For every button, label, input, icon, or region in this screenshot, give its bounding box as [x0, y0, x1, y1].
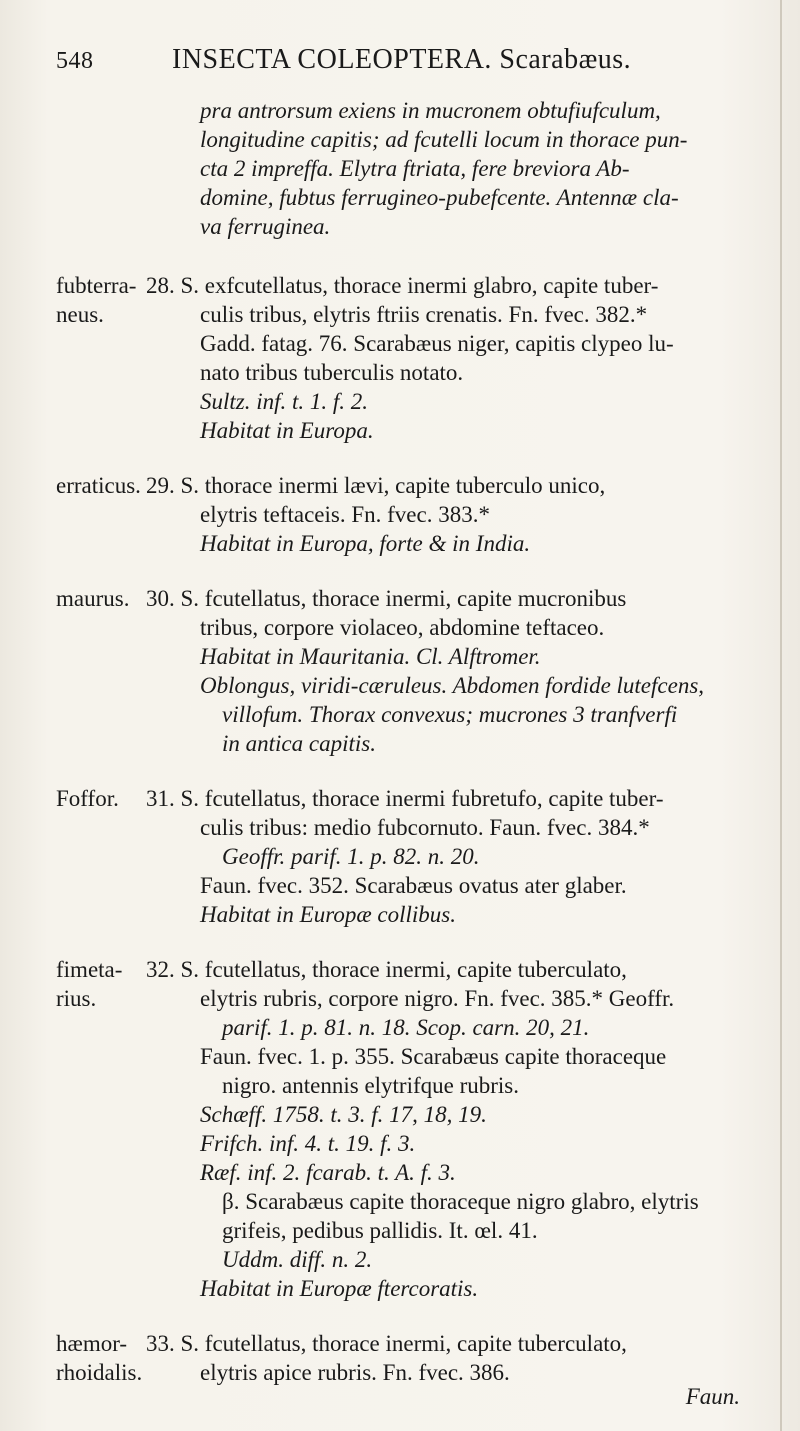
text-line: tribus, corpore violaceo, abdomine teftaceo.: [200, 615, 605, 640]
text-line: pra antrorsum exiens in mucronem obtufiufculum,: [200, 98, 661, 123]
running-title: INSECTA COLEOPTERA. Scarabæus.: [172, 44, 632, 75]
text-line: elytris rubris, corpore nigro. Fn. fvec. 385.* Geoffr.: [200, 986, 675, 1011]
entry-33: [0, 1329, 800, 1387]
species-name: maurus.: [56, 586, 130, 611]
entry-text: [146, 584, 770, 758]
entry-text: [146, 784, 770, 929]
text-line: Gadd. fatag. 76. Scarabæus niger, capitis clypeo lu-: [200, 331, 674, 356]
text-line: domine, fubtus ferrugineo-pubefcente. Antennæ cla-: [200, 185, 679, 210]
page-header: [56, 44, 770, 84]
entry-28: [0, 271, 800, 445]
page-number: 548: [56, 48, 94, 74]
text-line: grifeis, pedibus pallidis. It. œl. 41.: [222, 1218, 538, 1243]
text-line: 33. S. fcutellatus, thorace inermi, capite tuberculato,: [146, 1331, 627, 1356]
text-line: Ræf. inf. 2. fcarab. t. A. f. 3.: [200, 1160, 456, 1185]
text-line: Schæff. 1758. t. 3. f. 17, 18, 19.: [200, 1102, 487, 1127]
entry-text: [146, 955, 770, 1303]
text-line: culis tribus, elytris ftriis crenatis. Fn. fvec. 382.*: [200, 302, 648, 327]
entry-32: [0, 955, 800, 1303]
species-name: fubterra- neus.: [56, 273, 137, 327]
text-line: 28. S. exfcutellatus, thorace inermi glabro, capite tuber-: [146, 273, 659, 298]
text-line: va ferruginea.: [200, 214, 331, 239]
text-line: villofum. Thorax convexus; mucrones 3 tranfverfi: [222, 702, 678, 727]
text-line: β. Scarabæus capite thoraceque nigro glabro, elytris: [222, 1189, 699, 1214]
text-line: nato tribus tuberculis notato.: [200, 360, 464, 385]
text-line: elytris apice rubris. Fn. fvec. 386.: [200, 1360, 510, 1385]
habitat-line: Habitat in Europæ collibus.: [200, 902, 456, 927]
text-line: nigro. antennis elytrifque rubris.: [222, 1073, 520, 1098]
entry-29: [0, 471, 800, 558]
habitat-line: Habitat in Europa, forte & in India.: [200, 531, 531, 556]
text-line: 31. S. fcutellatus, thorace inermi fubretufo, capite tuber-: [146, 786, 664, 811]
text-line: 30. S. fcutellatus, thorace inermi, capite mucronibus: [146, 586, 627, 611]
text-line: Faun. fvec. 1. p. 355. Scarabæus capite thoraceque: [200, 1044, 667, 1069]
text-line: culis tribus: medio fubcornuto. Faun. fvec. 384.*: [200, 815, 650, 840]
catchword: Faun.: [685, 1384, 740, 1409]
text-line: Oblongus, viridi-cæruleus. Abdomen fordide lutefcens,: [200, 673, 705, 698]
text-line: Geoffr. parif. 1. p. 82. n. 20.: [222, 844, 480, 869]
entry-31: [0, 784, 800, 929]
text-line: elytris teftaceis. Fn. fvec. 383.*: [200, 502, 490, 527]
text-line: longitudine capitis; ad fcutelli locum in thorace pun-: [200, 127, 688, 152]
text-line: cta 2 impreffa. Elytra ftriata, fere breviora Ab-: [200, 156, 630, 181]
habitat-line: Habitat in Europa.: [200, 418, 374, 443]
text-line: 29. S. thorace inermi lævi, capite tuberculo unico,: [146, 473, 606, 498]
entries: [0, 96, 800, 1413]
entry-text: [146, 471, 770, 558]
habitat-line: Habitat in Europæ ftercoratis.: [200, 1276, 479, 1301]
text-line: Sultz. inf. t. 1. f. 2.: [200, 389, 369, 414]
intro-continuation: [0, 96, 800, 241]
entry-30: [0, 584, 800, 758]
text-line: Faun. fvec. 352. Scarabæus ovatus ater glaber.: [200, 873, 627, 898]
text-line: 32. S. fcutellatus, thorace inermi, capite tuberculato,: [146, 957, 627, 982]
entry-text: [146, 1329, 770, 1387]
text-line: in antica capitis.: [222, 731, 376, 756]
species-name: Foffor.: [56, 786, 119, 811]
intro-text: [200, 96, 770, 241]
text-line: Uddm. diff. n. 2.: [222, 1247, 373, 1272]
species-name: hæmor- rhoidalis.: [56, 1331, 143, 1385]
entry-text: [146, 271, 770, 445]
text-line: Frifch. inf. 4. t. 19. f. 3.: [200, 1131, 416, 1156]
species-name: erraticus.: [56, 473, 141, 498]
text-line: parif. 1. p. 81. n. 18. Scop. carn. 20, 21.: [222, 1015, 590, 1040]
species-name: fimeta- rius.: [56, 957, 123, 1011]
habitat-line: Habitat in Mauritania. Cl. Alftromer.: [200, 644, 541, 669]
